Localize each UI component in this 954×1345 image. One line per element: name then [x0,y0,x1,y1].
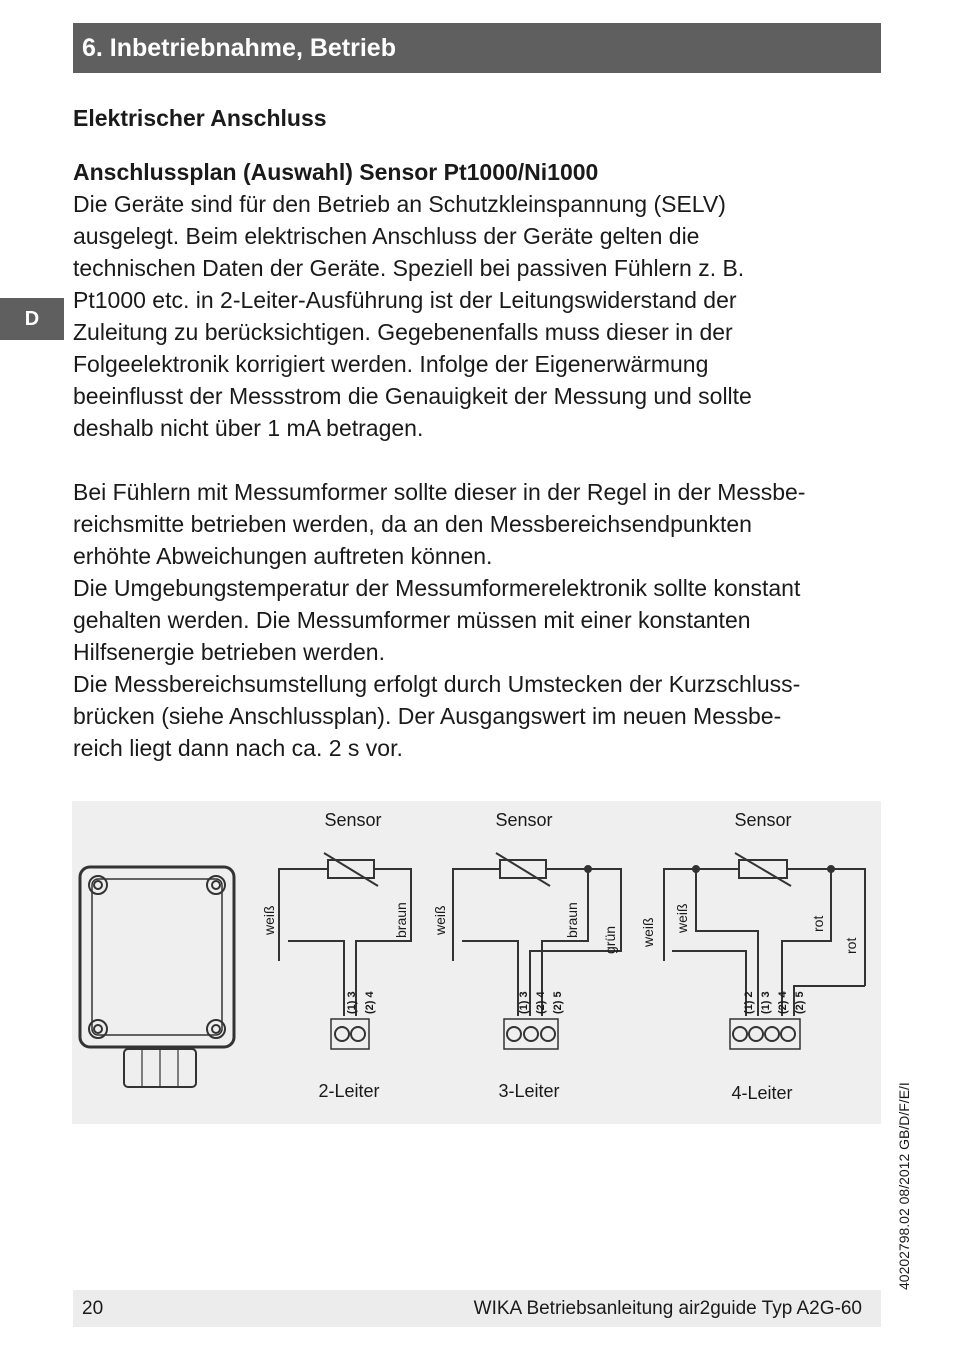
text-line: Pt1000 etc. in 2-Leiter-Ausführung ist der Leitungswiderstand der [73,287,737,313]
section-header [73,23,881,73]
terminal-label: (1) 3 [518,991,530,1014]
text-line: deshalb nicht über 1 mA betragen. [73,415,424,441]
wire-label: braun [564,902,580,938]
wire-label: rot [843,937,859,954]
text-line: Bei Fühlern mit Messumformer sollte dieser in der Regel in der Messbe- [73,479,806,505]
circuit-3-wire [453,853,621,1049]
sensor-label: Sensor [324,810,382,830]
text-line: erhöhte Abweichungen auftreten können. [73,543,493,569]
language-tab: D [0,298,64,340]
text-line: Hilfsenergie betrieben werden. [73,639,385,665]
text-line: reichsmitte betrieben werden, da an den Messbereichsendpunkten [73,511,752,537]
wiring-diagram [72,801,881,1124]
terminal-label: (2) 4 [364,991,376,1014]
text-line: Die Umgebungstemperatur der Messumformerelektronik sollte konstant [73,575,801,601]
sensor-label: Sensor [495,810,553,830]
housing-drawing [80,867,234,1087]
circuit-2-wire [279,853,411,1049]
wire-label: weiß [261,905,277,935]
wire-label: braun [393,902,409,938]
page-footer [73,1290,881,1327]
subheading: Elektrischer Anschluss [73,105,327,131]
wire-label: grün [602,925,618,954]
document-code: 40202798.02 08/2012 GB/D/F/E/I [896,1082,912,1290]
text-line: reich liegt dann nach ca. 2 s vor. [73,735,403,761]
caption-3-wire: 3-Leiter [498,1081,560,1101]
footer-title: WIKA Betriebsanleitung air2guide Typ A2G-60 [473,1298,862,1319]
terminal-label: (2) 4 [535,991,547,1014]
terminal-label: (1) 3 [760,991,772,1014]
text-line: ausgelegt. Beim elektrischen Anschluss der Geräte gelten die [73,223,700,249]
text-line: Folgeelektronik korrigiert werden. Infolge der Eigenerwärmung [73,351,709,377]
terminal-label: (1) 3 [346,991,358,1014]
wire-label: weiß [640,917,656,947]
terminal-label: (2) 5 [552,991,564,1014]
text-line: Zuleitung zu berücksichtigen. Gegebenenfalls muss dieser in der [73,319,733,345]
wire-label: weiß [432,905,448,935]
caption-2-wire: 2-Leiter [318,1081,380,1101]
wire-label: weiß [674,903,690,933]
terminal-label: (2) 4 [777,991,789,1014]
terminal-label: (2) 5 [794,991,806,1014]
sensor-label: Sensor [734,810,792,830]
text-line: gehalten werden. Die Messumformer müssen mit einer konstanten [73,607,751,633]
text-line: brücken (siehe Anschlussplan). Der Ausgangswert im neuen Messbe- [73,703,782,729]
terminal-label: (1) 2 [743,991,755,1014]
text-line: Die Geräte sind für den Betrieb an Schutzkleinspannung (SELV) [73,191,726,217]
page-number: 20 [82,1298,104,1319]
section-title: 6. Inbetriebnahme, Betrieb [82,34,396,62]
body-text [73,156,885,764]
text-line: beeinflusst der Messstrom die Genauigkeit der Messung und sollte [73,383,752,409]
wire-label: rot [810,915,826,932]
circuit-4-wire [664,853,865,1049]
caption-4-wire: 4-Leiter [731,1083,793,1103]
body-heading: Anschlussplan (Auswahl) Sensor Pt1000/Ni1000 [73,159,599,185]
text-line: technischen Daten der Geräte. Speziell bei passiven Fühlern z. B. [73,255,745,281]
text-line: Die Messbereichsumstellung erfolgt durch Umstecken der Kurzschluss- [73,671,801,697]
